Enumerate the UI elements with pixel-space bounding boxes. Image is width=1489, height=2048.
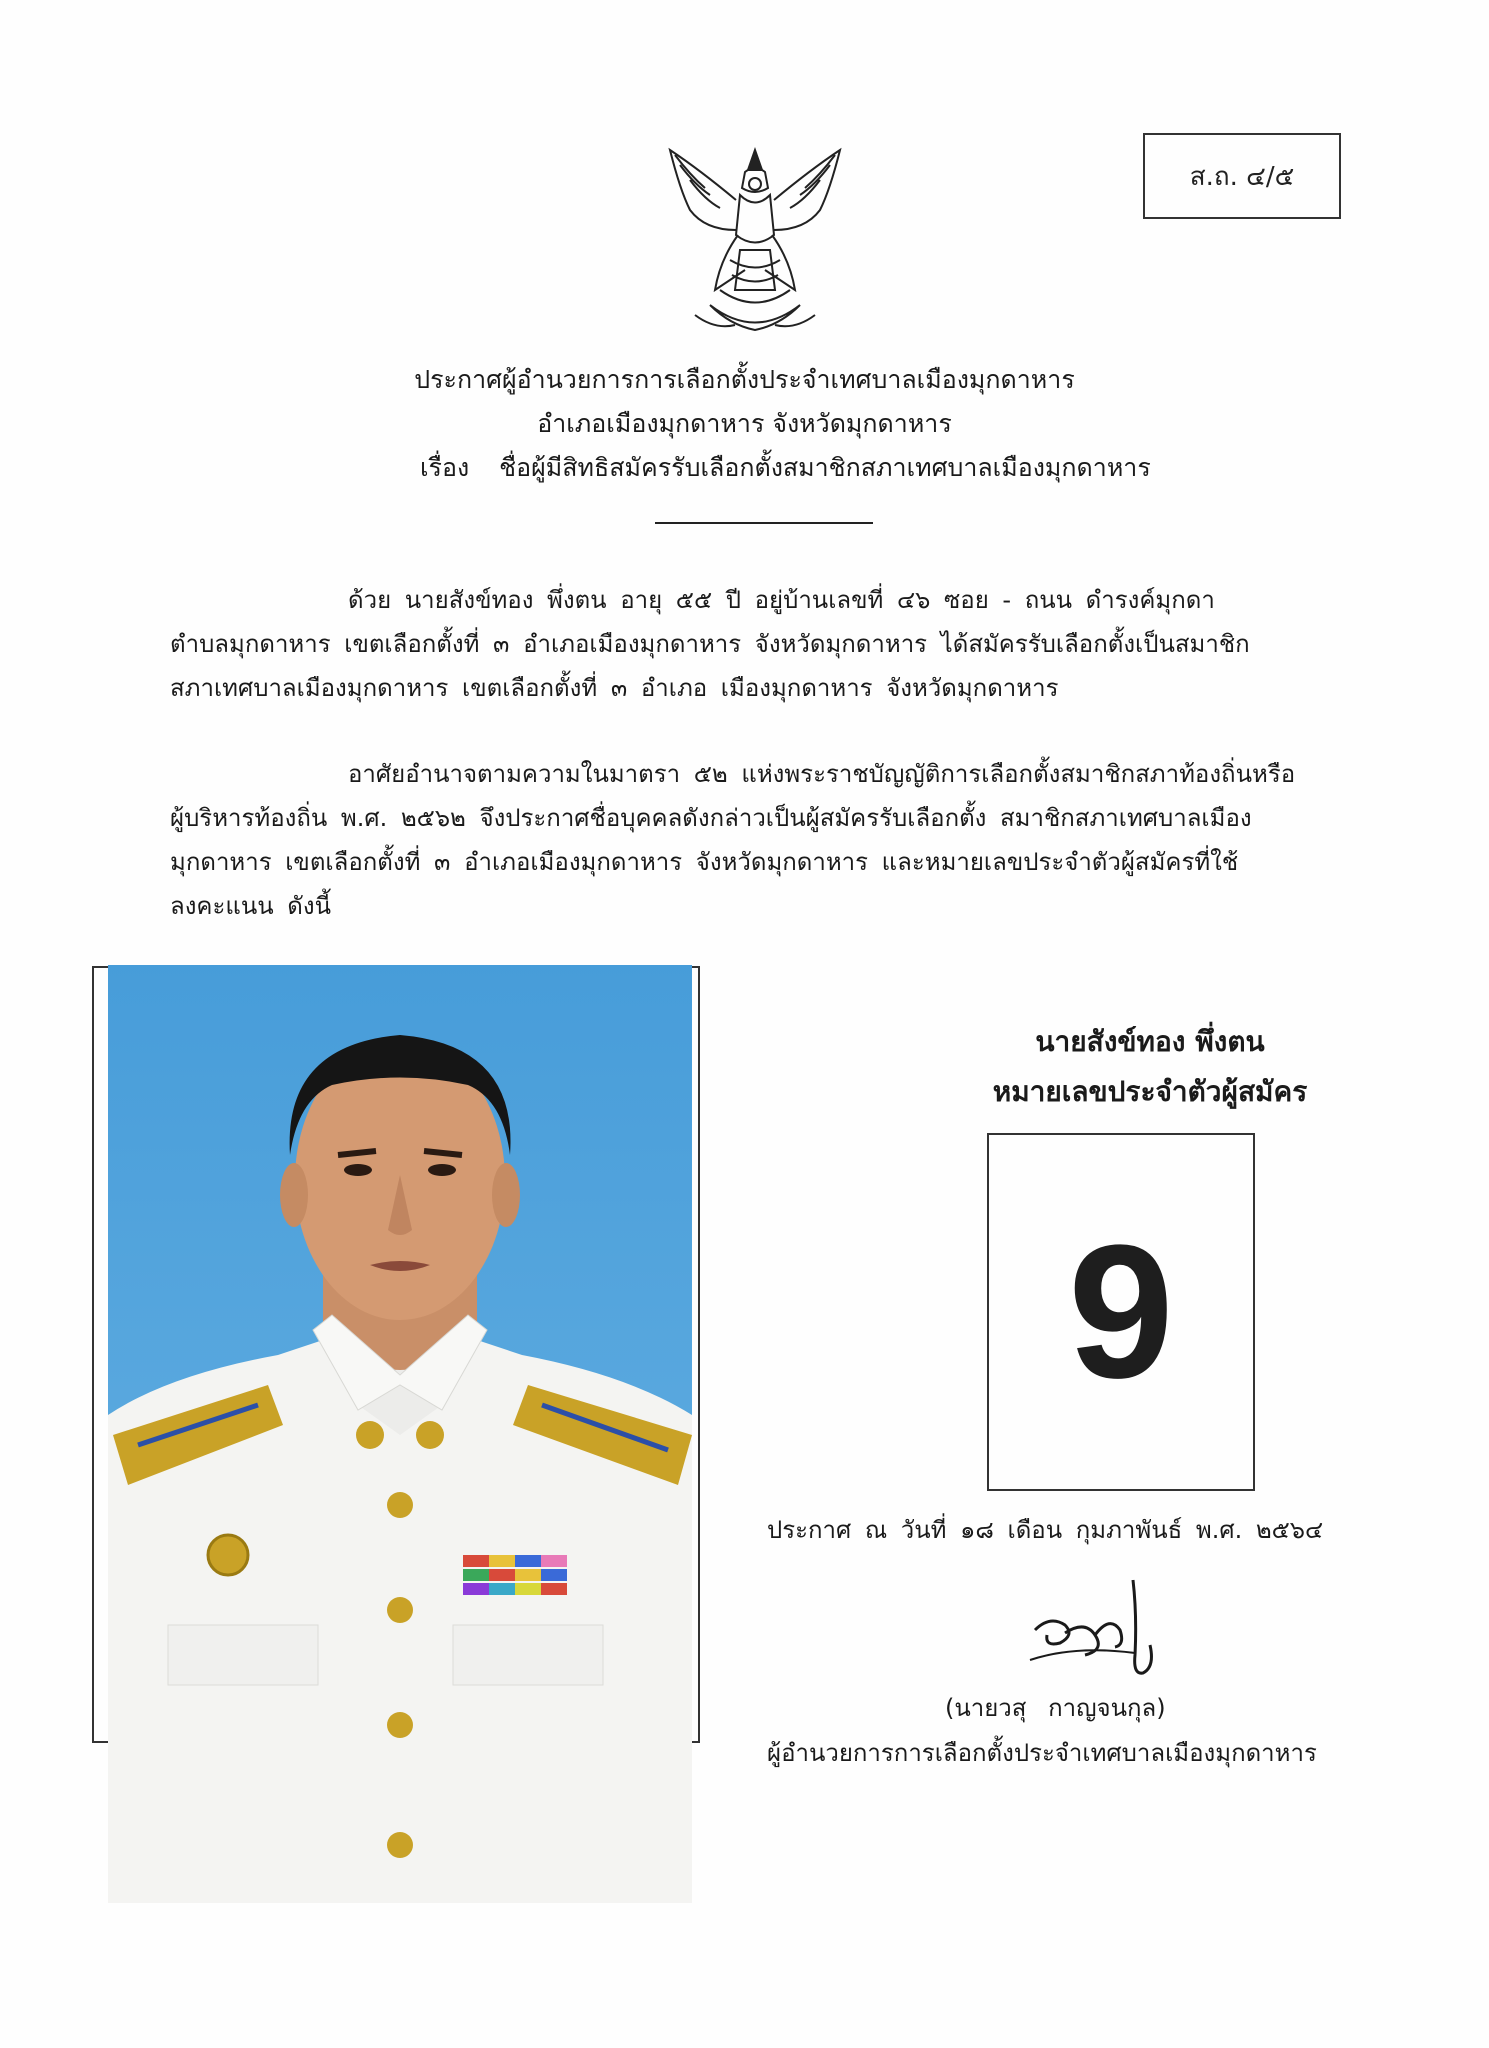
signer-title: ผู้อำนวยการการเลือกตั้งประจำเทศบาลเมืองมุกดาหาร	[767, 1739, 1317, 1767]
candidate-photo	[108, 965, 692, 1903]
garuda-emblem	[660, 140, 850, 345]
paragraph-line: สภาเทศบาลเมืองมุกดาหาร เขตเลือกตั้งที่ ๓ อำเภอ เมืองมุกดาหาร จังหวัดมุกดาหาร	[170, 674, 1059, 702]
subject-text: ชื่อผู้มีสิทธิสมัครรับเลือกตั้งสมาชิกสภาเทศบาลเมืองมุกดาหาร	[499, 453, 1151, 482]
signer-name: (นายวสุ กาญจนกุล)	[945, 1694, 1166, 1722]
announcement-subject	[420, 448, 1151, 488]
paragraph-candidate-info	[170, 578, 1320, 710]
paragraph-line: ผู้บริหารท้องถิ่น พ.ศ. ๒๕๖๒ จึงประกาศชื่อบุคคลดังกล่าวเป็นผู้สมัครรับเลือกตั้ง สมาชิกสภาเทศบาลเมือง	[170, 804, 1252, 832]
announcement-date: ประกาศ ณ วันที่ ๑๘ เดือน กุมภาพันธ์ พ.ศ. ๒๕๖๔	[767, 1516, 1324, 1544]
form-code-box: ส.ถ. ๔/๕	[1143, 133, 1341, 219]
announcement-title: ประกาศผู้อำนวยการการเลือกตั้งประจำเทศบาลเมืองมุกดาหาร	[414, 365, 1075, 394]
paragraph-legal-basis	[170, 752, 1320, 928]
paragraph-line: ด้วย นายสังข์ทอง พึ่งตน อายุ ๕๕ ปี อยู่บ้านเลขที่ ๔๖ ซอย - ถนน ดำรงค์มุกดา	[348, 586, 1215, 614]
candidate-name: นายสังข์ทอง พึ่งตน	[1035, 1025, 1265, 1058]
paragraph-line: ลงคะแนน ดังนี้	[170, 892, 331, 920]
candidate-number-label: หมายเลขประจำตัวผู้สมัคร	[992, 1075, 1308, 1108]
signature-image	[1025, 1575, 1175, 1695]
title-divider	[655, 522, 873, 524]
candidate-number-box: 9	[987, 1133, 1255, 1491]
subject-label: เรื่อง	[420, 453, 470, 482]
paragraph-line: อาศัยอำนาจตามความในมาตรา ๕๒ แห่งพระราชบัญญัติการเลือกตั้งสมาชิกสภาท้องถิ่นหรือ	[348, 760, 1296, 788]
announcement-location: อำเภอเมืองมุกดาหาร จังหวัดมุกดาหาร	[537, 409, 952, 438]
paragraph-line: มุกดาหาร เขตเลือกตั้งที่ ๓ อำเภอเมืองมุกดาหาร จังหวัดมุกดาหาร และหมายเลขประจำตัวผู้สมัครที่ใช้	[170, 848, 1239, 876]
paragraph-line: ตำบลมุกดาหาร เขตเลือกตั้งที่ ๓ อำเภอเมืองมุกดาหาร จังหวัดมุกดาหาร ได้สมัครรับเลือกตั้งเป็นสมาชิก	[170, 630, 1250, 658]
